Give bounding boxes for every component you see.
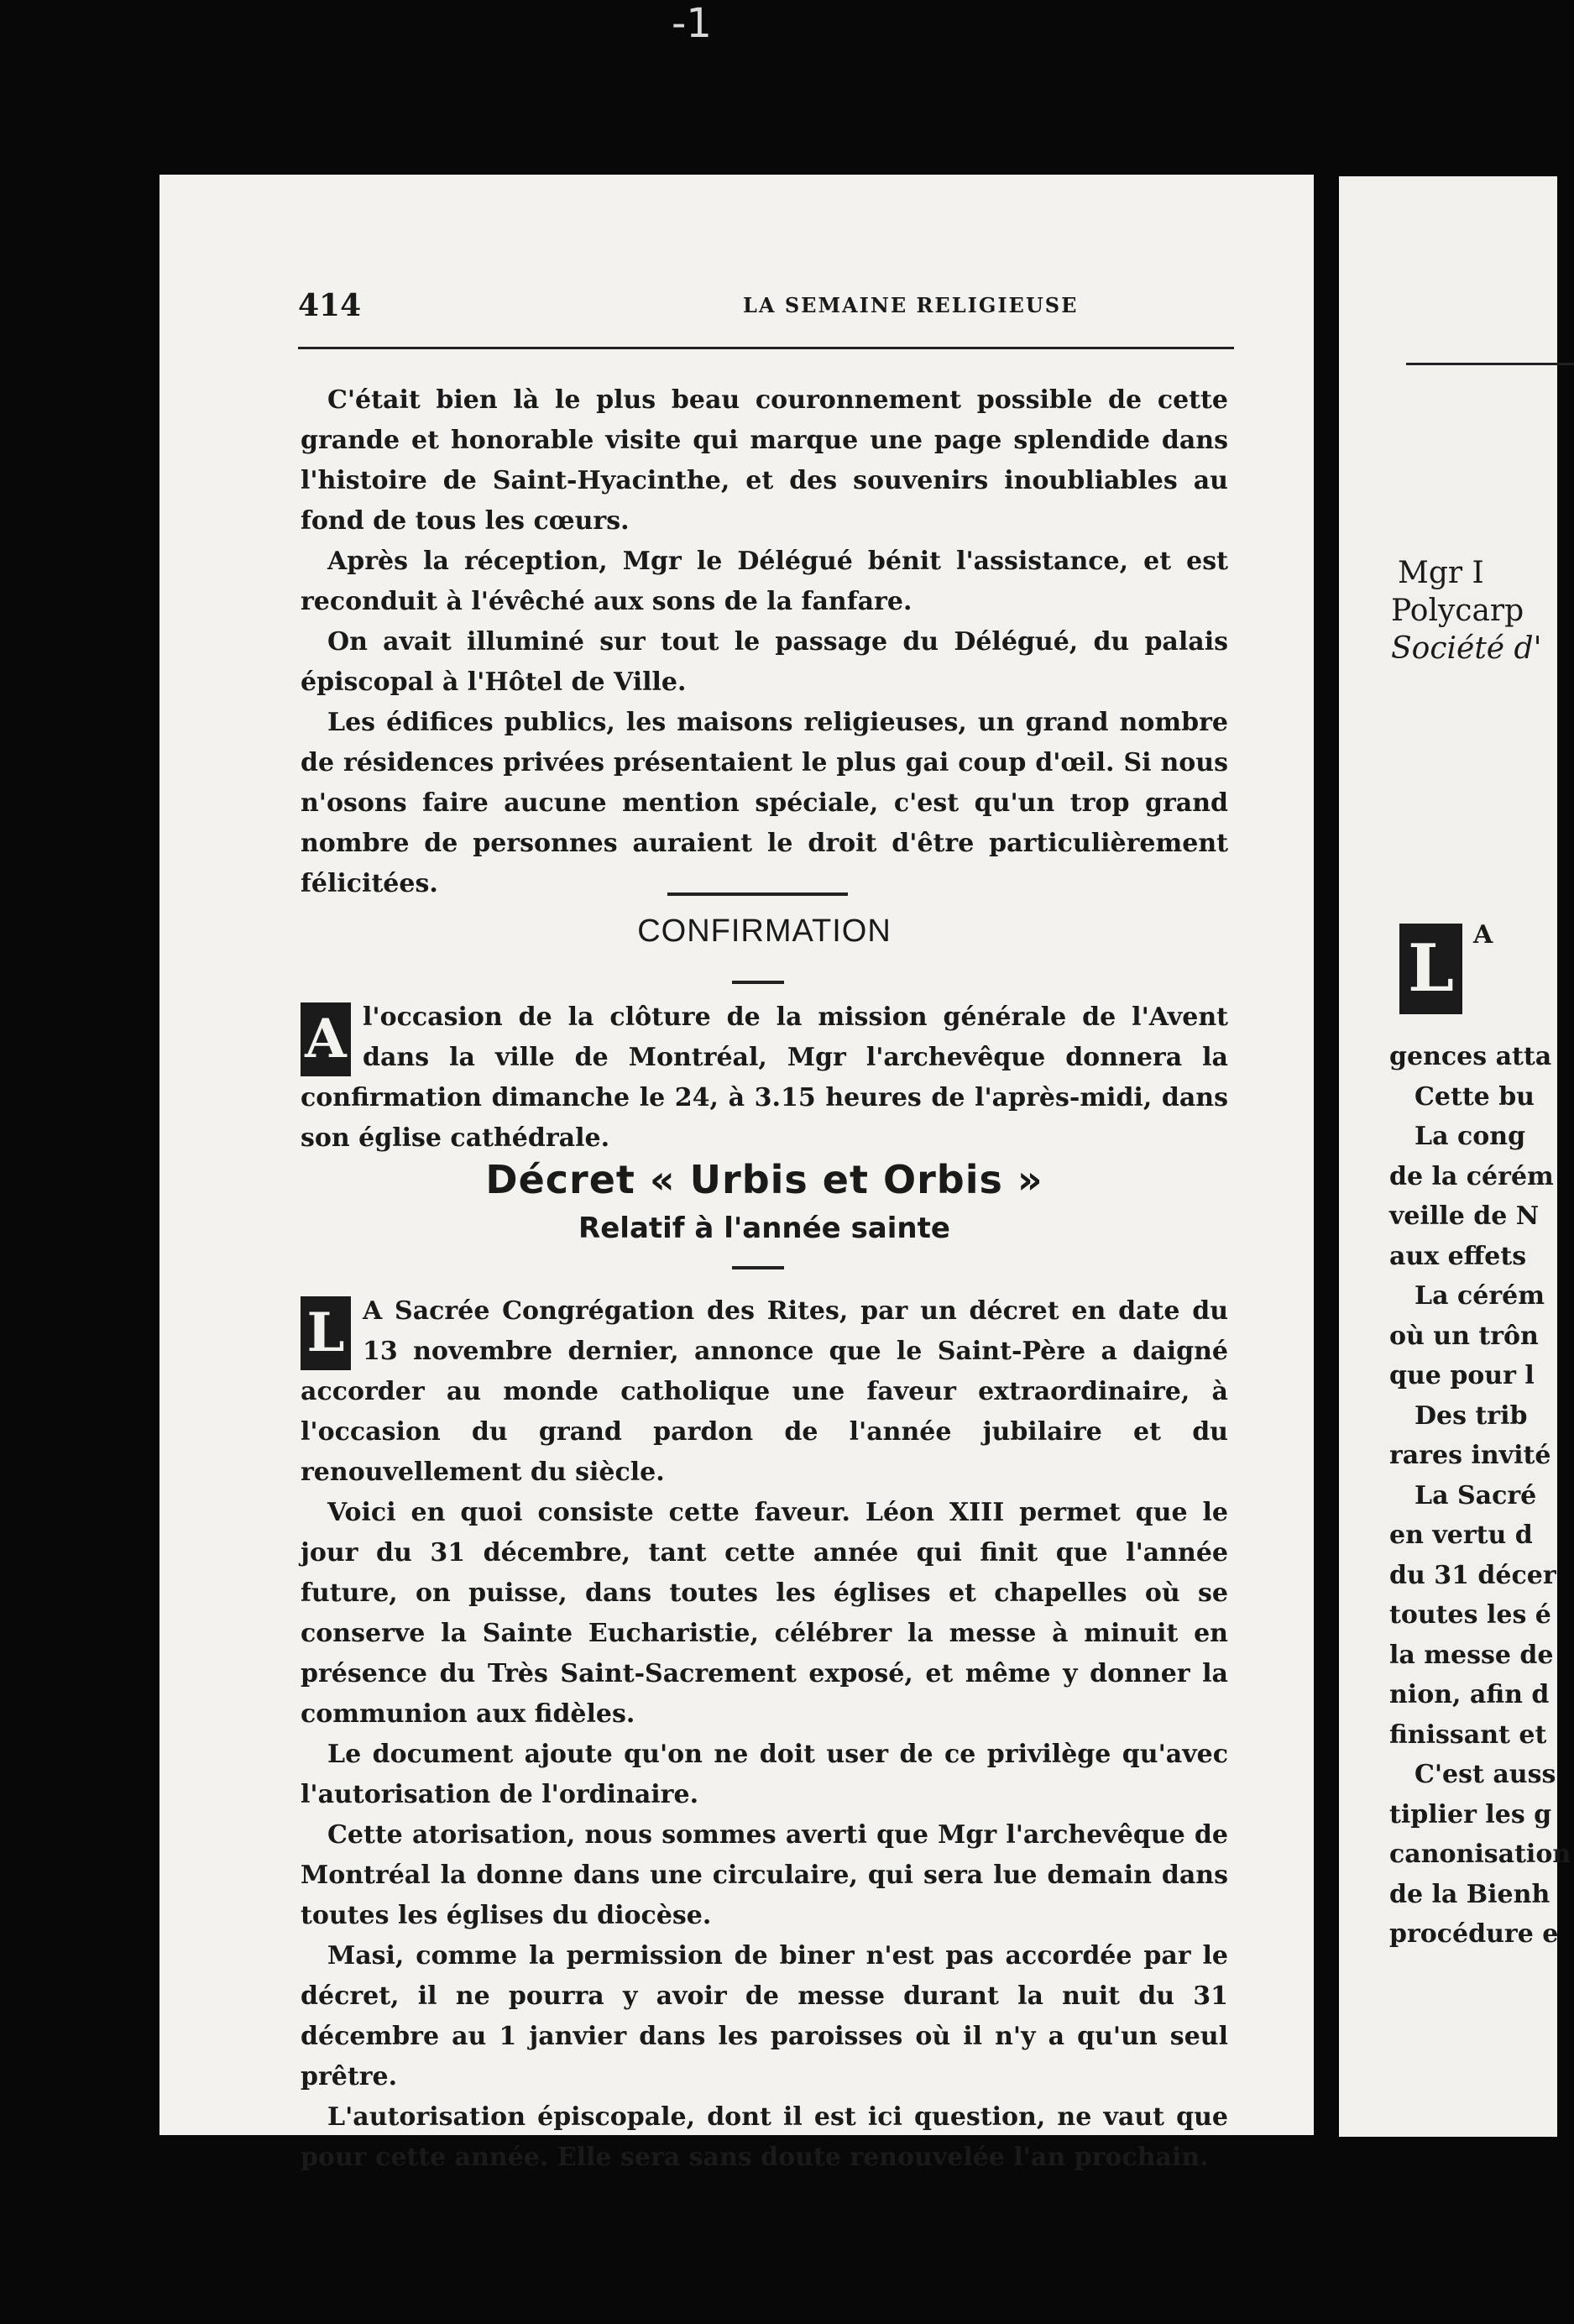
confirmation-paragraph	[301, 997, 1228, 1159]
decree-paragraph: Le document ajoute qu'on ne doit user de ce privilège qu'avec l'autorisation de l'ordinaire.	[301, 1740, 1228, 1809]
right-text-line: La cérém	[1415, 1281, 1545, 1311]
right-text-line: aux effets	[1389, 1241, 1527, 1271]
drop-cap-a: A	[301, 1002, 351, 1076]
right-text-line: de la cérém	[1389, 1161, 1554, 1191]
right-text-line: C'est auss	[1415, 1760, 1556, 1789]
right-text-line: finissant et	[1389, 1719, 1547, 1750]
decree-title: Décret « Urbis et Orbis »	[485, 1157, 1043, 1202]
right-drop-cap-text: A	[1473, 920, 1493, 950]
decree-paragraph: Masi, comme la permission de biner n'est pas accordée par le décret, il ne pourra y avoir de messe durant la nuit du 31 décembre au 1 janvier dans les paroisses où il n'y a qu'un seul prêtre.	[301, 1941, 1228, 2091]
right-text-line: veille de N	[1389, 1201, 1540, 1231]
header-rule	[298, 347, 1234, 349]
right-text-line: gences atta	[1389, 1042, 1552, 1071]
decree-section	[301, 1291, 1228, 2178]
title-underline	[732, 981, 784, 984]
right-drop-cap: L	[1399, 924, 1462, 1014]
right-heading-line: Mgr I	[1398, 556, 1484, 590]
right-text-line: Des trib	[1415, 1400, 1528, 1431]
page-header	[298, 288, 1234, 330]
right-text-line: toutes les é	[1389, 1600, 1551, 1630]
decree-first-text: A Sacrée Congrégation des Rites, par un décret en date du 13 novembre dernier, annonce que le Saint-Père a daigné accorder au monde catholique une faveur extraordinaire, à l'occasion du grand pardon de l'année jubilaire et du renouvellement du siècle.	[301, 1296, 1228, 1487]
confirmation-section	[301, 997, 1228, 1159]
right-text-line: La cong	[1415, 1122, 1526, 1151]
decree-subtitle: Relatif à l'année sainte	[578, 1212, 950, 1245]
right-text-line: rares invité	[1389, 1441, 1551, 1470]
right-text-line: procédure e	[1389, 1919, 1559, 1949]
intro-paragraph: Les édifices publics, les maisons religieuses, un grand nombre de résidences privées présentaient le plus gai coup d'œil. Si nous n'osons faire aucune mention spéciale, c'est qu'un trop grand nombre de personnes auraient le droit d'être particulièrement félicitées.	[301, 708, 1228, 898]
right-text-line: tiplier les g	[1389, 1799, 1552, 1829]
right-text-line: La Sacré	[1415, 1480, 1537, 1510]
right-text-line: où un trôn	[1389, 1321, 1539, 1351]
decree-paragraph: Voici en quoi consiste cette faveur. Léon XIII permet que le jour du 31 décembre, tant cette année qui finit que l'année future, on puisse, dans toutes les églises et chapelles où se conserve la Sainte Eucharistie, célébrer la messe à minuit en présence du Très Saint-Sacrement exposé, et même y donner la communion aux fidèles.	[301, 1498, 1228, 1729]
page-left	[159, 175, 1314, 2172]
page-right-partial	[1339, 176, 1571, 2137]
running-title: LA SEMAINE RELIGIEUSE	[743, 293, 1079, 317]
right-heading-line: Polycarp	[1391, 594, 1524, 628]
intro-section	[301, 380, 1228, 904]
right-text-line: du 31 décer	[1389, 1560, 1556, 1590]
right-text-line: de la Bienh	[1389, 1879, 1550, 1909]
confirmation-text: l'occasion de la clôture de la mission générale de l'Avent dans la ville de Montréal, Mgr l'archevêque donnera la confirmation dimanche le 24, à 3.15 heures de l'après-midi, dans son église cathédrale.	[301, 1002, 1228, 1153]
section-rule	[667, 892, 848, 896]
right-text-line: Cette bu	[1415, 1081, 1535, 1112]
intro-paragraph: On avait illuminé sur tout le passage du Délégué, du palais épiscopal à l'Hôtel de Ville.	[301, 627, 1228, 697]
decree-first-paragraph	[301, 1291, 1228, 1493]
right-heading-line: Société d'	[1391, 631, 1542, 666]
intro-paragraph: Après la réception, Mgr le Délégué bénit l'assistance, et est reconduit à l'évêché aux sons de la fanfare.	[301, 547, 1228, 616]
right-header-rule	[1406, 363, 1574, 365]
right-text-line: la messe de	[1389, 1640, 1554, 1670]
right-text-line: en vertu d	[1389, 1521, 1533, 1550]
decree-paragraph: Cette atorisation, nous sommes averti que Mgr l'archevêque de Montréal la donne dans une circulaire, qui sera lue demain dans toutes les églises du diocèse.	[301, 1820, 1228, 1930]
drop-cap-l: L	[301, 1296, 351, 1370]
intro-paragraph: C'était bien là le plus beau couronnement possible de cette grande et honorable visite qui marque une page splendide dans l'histoire de Saint-Hyacinthe, et des souvenirs inoubliables au fond de tous les cœurs.	[301, 385, 1228, 536]
page-number: 414	[298, 288, 362, 323]
right-text-line: nion, afin d	[1389, 1680, 1550, 1709]
decree-paragraph: L'autorisation épiscopale, dont il est ici question, ne vaut que pour cette année. Elle sera sans doute renouvelée l'an prochain.	[301, 2102, 1228, 2172]
confirmation-title: CONFIRMATION	[637, 913, 892, 949]
right-text-line: canonisation	[1389, 1840, 1571, 1869]
right-text-line: que pour l	[1389, 1361, 1535, 1390]
margin-pencil-mark: -1	[672, 0, 712, 47]
decree-rule	[732, 1266, 784, 1269]
